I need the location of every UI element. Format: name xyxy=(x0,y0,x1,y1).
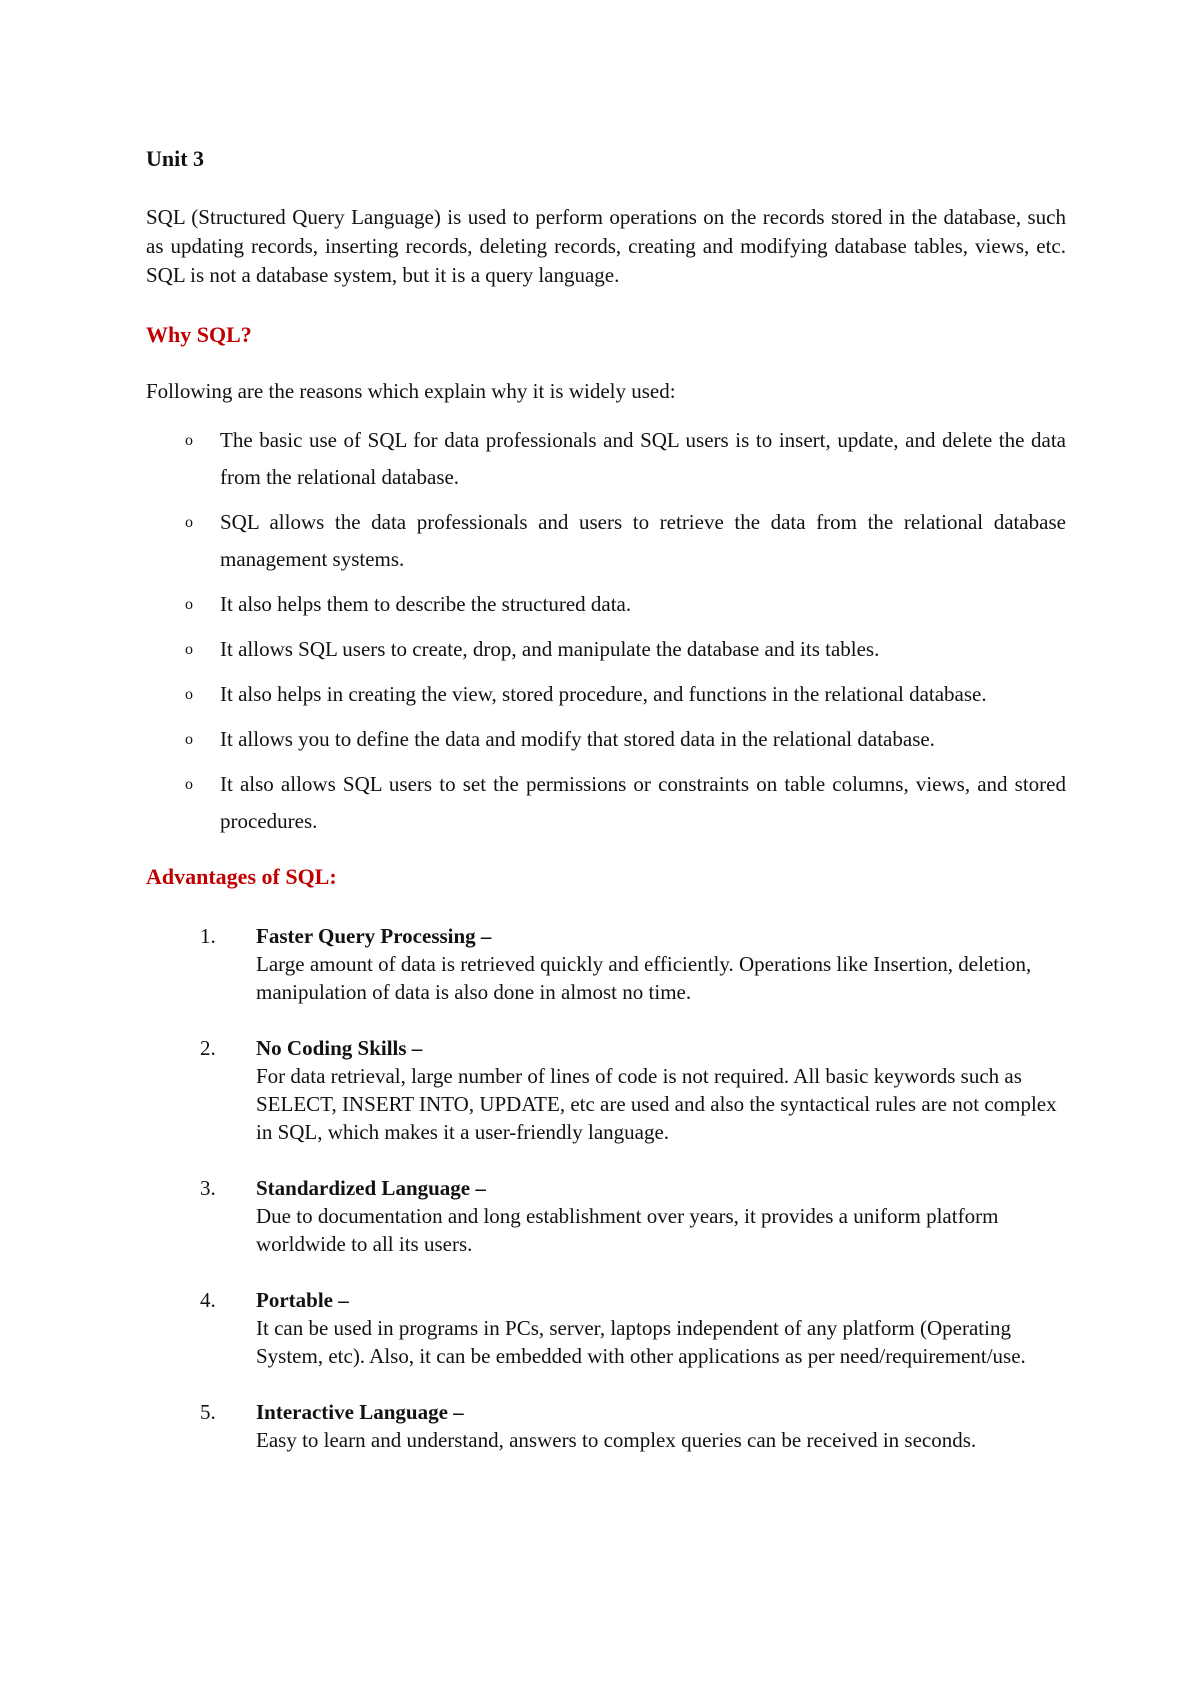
reason-text: It also helps them to describe the structured data. xyxy=(220,592,632,616)
reason-text: It also helps in creating the view, stored procedure, and functions in the relational database. xyxy=(220,682,987,706)
why-sql-heading: Why SQL? xyxy=(146,322,252,347)
advantage-description: Large amount of data is retrieved quickly and efficiently. Operations like Insertion, deletion, manipulation of data is also done in almost no time. xyxy=(256,952,1032,1004)
list-item xyxy=(200,922,1060,1006)
advantage-description: It can be used in programs in PCs, server, laptops independent of any platform (Operating System, etc). Also, it can be embedded with other applications as per need/requirement/use. xyxy=(256,1316,1026,1368)
bullet-icon: o xyxy=(185,596,193,613)
bullet-icon: o xyxy=(185,432,193,449)
why-sql-lead: Following are the reasons which explain why it is widely used: xyxy=(146,379,676,403)
advantage-description: Easy to learn and understand, answers to complex queries can be received in seconds. xyxy=(256,1428,977,1452)
item-number: 4. xyxy=(200,1288,216,1312)
advantages-list xyxy=(200,922,1060,1482)
list-item xyxy=(146,766,1066,840)
item-number: 3. xyxy=(200,1176,216,1200)
reason-text: It allows you to define the data and modify that stored data in the relational database. xyxy=(220,727,935,751)
reason-text: It allows SQL users to create, drop, and manipulate the database and its tables. xyxy=(220,637,880,661)
list-item xyxy=(146,504,1066,578)
bullet-icon: o xyxy=(185,514,193,531)
intro-paragraph: SQL (Structured Query Language) is used to perform operations on the records stored in the database, such as updating records, inserting records, deleting records, creating and modifying database tables, views, etc. SQL is not a database system, but it is a query language. xyxy=(146,205,1066,287)
list-item xyxy=(200,1034,1060,1146)
advantage-title: Standardized Language – xyxy=(256,1176,486,1200)
bullet-icon: o xyxy=(185,776,193,793)
list-item xyxy=(200,1174,1060,1258)
reasons-list xyxy=(146,422,1066,848)
advantage-title: No Coding Skills – xyxy=(256,1036,423,1060)
bullet-icon: o xyxy=(185,641,193,658)
advantage-title: Interactive Language – xyxy=(256,1400,464,1424)
advantages-heading: Advantages of SQL: xyxy=(146,864,337,889)
bullet-icon: o xyxy=(185,686,193,703)
list-item xyxy=(146,676,1066,713)
item-number: 5. xyxy=(200,1400,216,1424)
item-number: 2. xyxy=(200,1036,216,1060)
list-item xyxy=(146,586,1066,623)
unit-title: Unit 3 xyxy=(146,146,205,171)
reason-text: SQL allows the data professionals and users to retrieve the data from the relational database management systems. xyxy=(220,510,1066,571)
reason-text: The basic use of SQL for data professionals and SQL users is to insert, update, and delete the data from the relational database. xyxy=(220,428,1066,489)
advantage-title: Faster Query Processing – xyxy=(256,924,492,948)
list-item xyxy=(200,1398,1060,1454)
item-number: 1. xyxy=(200,924,216,948)
advantage-description: Due to documentation and long establishment over years, it provides a uniform platform worldwide to all its users. xyxy=(256,1204,999,1256)
list-item xyxy=(146,631,1066,668)
reason-text: It also allows SQL users to set the permissions or constraints on table columns, views, and stored procedures. xyxy=(220,772,1066,833)
list-item xyxy=(146,721,1066,758)
list-item xyxy=(146,422,1066,496)
bullet-icon: o xyxy=(185,731,193,748)
advantage-title: Portable – xyxy=(256,1288,349,1312)
list-item xyxy=(200,1286,1060,1370)
advantage-description: For data retrieval, large number of lines of code is not required. All basic keywords such as SELECT, INSERT INTO, UPDATE, etc are used and also the syntactical rules are not complex in SQL, which makes it a user-friendly language. xyxy=(256,1064,1057,1144)
